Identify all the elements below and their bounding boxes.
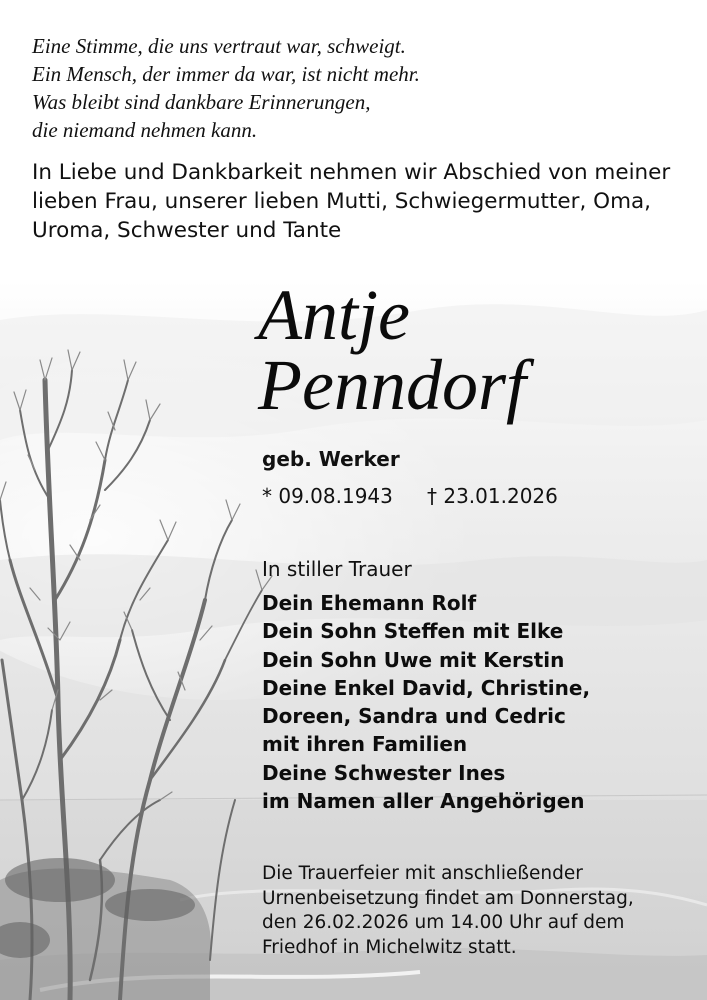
mourner-line: Dein Sohn Steffen mit Elke bbox=[262, 619, 564, 644]
death-date: † 23.01.2026 bbox=[427, 484, 558, 508]
poem-line: die niemand nehmen kann. bbox=[32, 118, 258, 142]
poem-line: Was bleibt sind dankbare Erinnerungen, bbox=[32, 90, 371, 114]
mourner-line: Doreen, Sandra und Cedric bbox=[262, 704, 566, 729]
mourner-line: im Namen aller Angehörigen bbox=[262, 789, 585, 814]
mourner-line: Deine Schwester Ines bbox=[262, 760, 506, 785]
deceased-last-name: Penndorf bbox=[258, 345, 526, 425]
mourner-line: mit ihren Familien bbox=[262, 732, 468, 757]
mourner-line: Dein Sohn Uwe mit Kerstin bbox=[262, 647, 565, 672]
birth-name: geb. Werker bbox=[262, 447, 400, 471]
poem-line: Eine Stimme, die uns vertraut war, schweigt. bbox=[32, 34, 406, 58]
intro-line: In Liebe und Dankbarkeit nehmen wir Abschied von meiner bbox=[32, 160, 671, 185]
service-line: Urnenbeisetzung findet am Donnerstag, bbox=[262, 887, 634, 909]
deceased-name bbox=[258, 275, 678, 425]
memorial-poem bbox=[32, 32, 592, 144]
funeral-service-info bbox=[262, 862, 692, 960]
intro-line: lieben Frau, unserer lieben Mutti, Schwiegermutter, Oma, bbox=[32, 189, 652, 214]
poem-line: Ein Mensch, der immer da war, ist nicht mehr. bbox=[32, 62, 420, 86]
mourner-line: Deine Enkel David, Christine, bbox=[262, 675, 591, 700]
deceased-first-name: Antje bbox=[258, 275, 410, 355]
mourners-list bbox=[262, 589, 682, 815]
service-line: Friedhof in Michelwitz statt. bbox=[262, 936, 517, 958]
mourner-line: Dein Ehemann Rolf bbox=[262, 591, 477, 615]
service-line: den 26.02.2026 um 14.00 Uhr auf dem bbox=[262, 912, 625, 933]
mourning-heading: In stiller Trauer bbox=[262, 557, 412, 581]
birth-date: * 09.08.1943 bbox=[262, 484, 393, 508]
service-line: Die Trauerfeier mit anschließender bbox=[262, 863, 583, 884]
farewell-intro bbox=[32, 158, 682, 245]
intro-line: Uroma, Schwester und Tante bbox=[32, 218, 342, 243]
